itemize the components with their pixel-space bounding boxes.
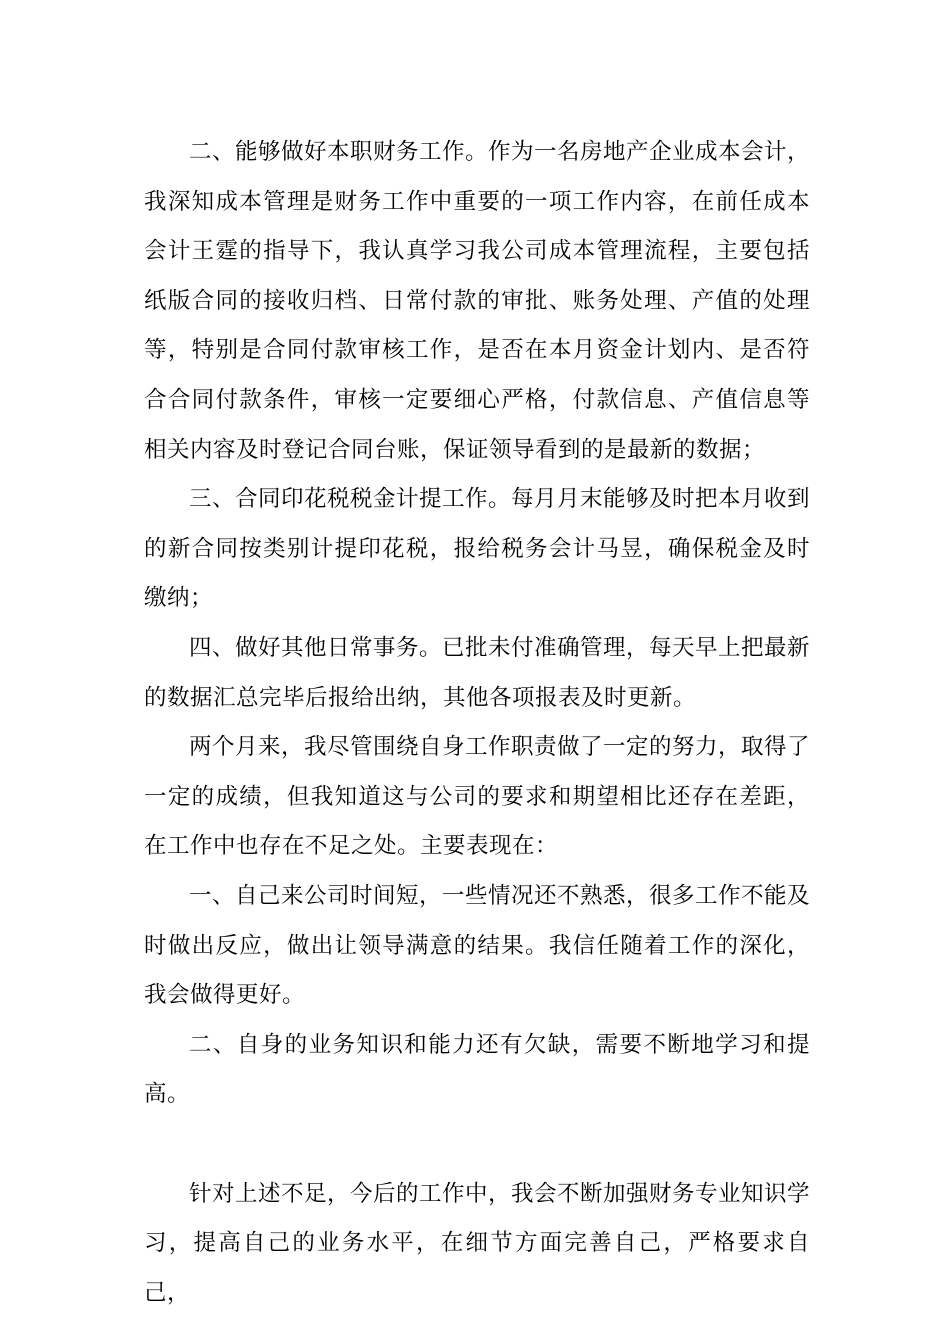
paragraph-daily-affairs: 四、做好其他日常事务。已批未付准确管理，每天早上把最新的数据汇总完毕后报给出纳，其他各项报表及时更新。 [144, 634, 811, 711]
paragraph-improvement-plan: 针对上述不足，今后的工作中，我会不断加强财务专业知识学习，提高自己的业务水平，在细节方面完善自己，严格要求自己， [144, 1180, 811, 1307]
paragraph-finance-work: 二、能够做好本职财务工作。作为一名房地产企业成本会计，我深知成本管理是财务工作中重要的一项工作内容，在前任成本会计王霆的指导下，我认真学习我公司成本管理流程，主要包括纸版合同的接收归档、日常付款的审批、账务处理、产值的处理等，特别是合同付款审核工作，是否在本月资金计划内、是否符合合同付款条件，审核一定要细心严格，付款信息、产值信息等相关内容及时登记合同台账，保证领导看到的是最新的数据； [144, 139, 811, 463]
document-body [144, 128, 810, 1319]
paragraph-shortcoming-one: 一、自己来公司时间短，一些情况还不熟悉，很多工作不能及时做出反应，做出让领导满意的结果。我信任随着工作的深化，我会做得更好。 [144, 882, 811, 1009]
paragraph-summary: 两个月来，我尽管围绕自身工作职责做了一定的努力，取得了一定的成绩，但我知道这与公司的要求和期望相比还存在差距，在工作中也存在不足之处。主要表现在： [144, 734, 811, 860]
paragraph-stamp-tax: 三、合同印花税税金计提工作。每月月末能够及时把本月收到的新合同按类别计提印花税，报给税务会计马昱，确保税金及时缴纳； [144, 486, 811, 612]
paragraph-spacer [144, 1120, 810, 1170]
paragraph-shortcoming-two: 二、自身的业务知识和能力还有欠缺，需要不断地学习和提高。 [144, 1031, 810, 1108]
